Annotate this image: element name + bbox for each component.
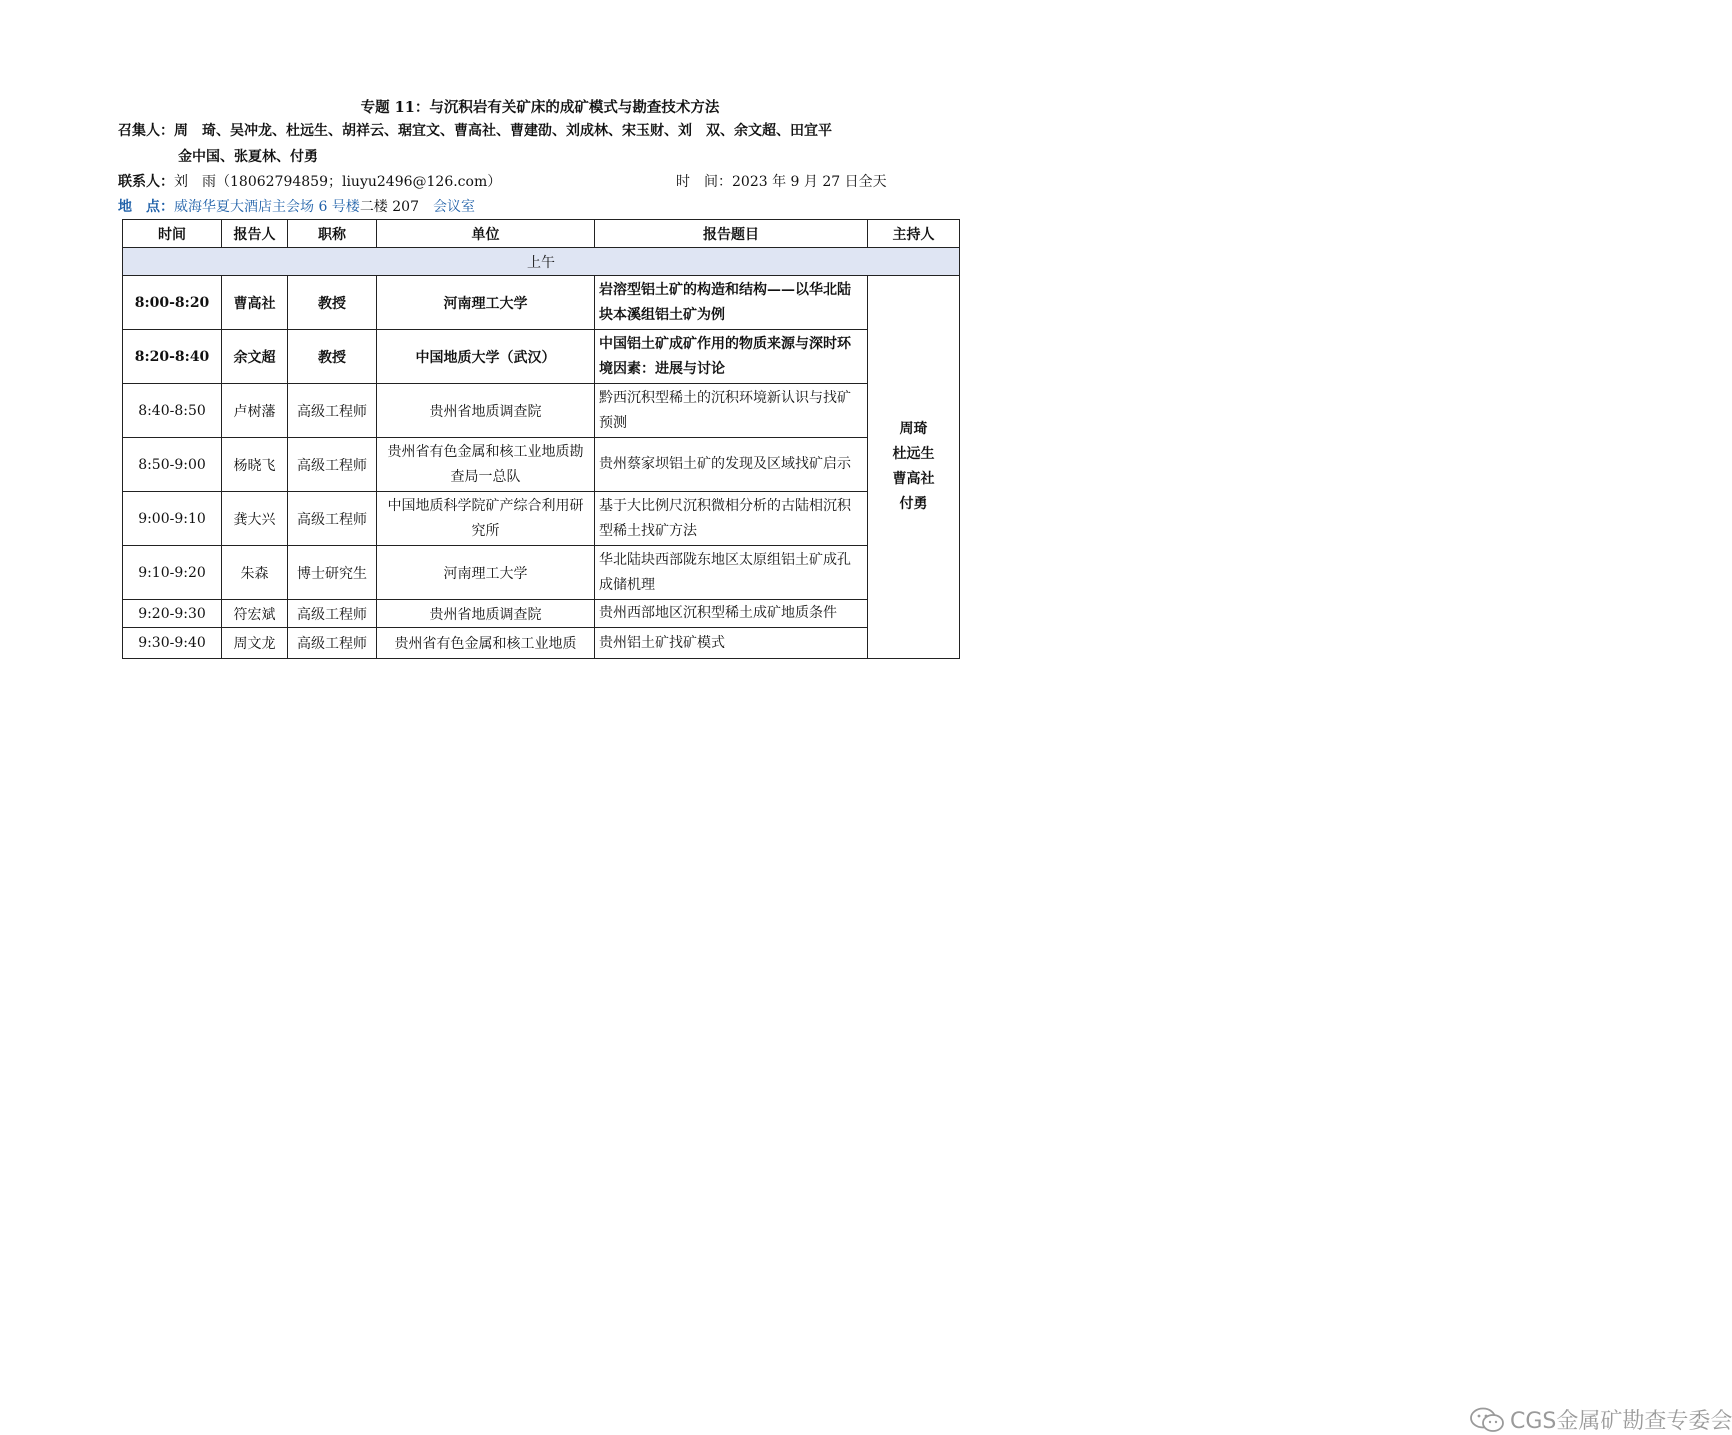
row-unit: 贵州省地质调查院 [377,600,595,628]
header-host: 主持人 [868,220,960,248]
schedule-table [122,219,960,659]
row-speaker: 龚大兴 [222,492,288,546]
watermark-text: CGS金属矿勘查专委会 [1510,1409,1732,1434]
row-topic: 基于大比例尺沉积微相分析的古陆相沉积型稀土找矿方法 [595,492,868,546]
row-speaker: 卢树藩 [222,384,288,438]
header-topic: 报告题目 [595,220,868,248]
contact-label: 联系人： [118,174,174,190]
venue-part3: 会议室 [432,199,475,215]
row-speaker: 余文超 [222,330,288,384]
header-title: 职称 [288,220,377,248]
row-time: 9:20-9:30 [123,600,222,628]
table-row [123,384,960,438]
host-name: 杜远生 [892,446,935,462]
row-speaker: 杨晓飞 [222,438,288,492]
venue-label: 地 点： [118,199,174,215]
conveners-line [118,120,832,140]
time-line [676,171,887,191]
row-time: 8:40-8:50 [123,384,222,438]
page-title: 专题 11：与沉积岩有关矿床的成矿模式与勘查技术方法 [360,99,720,116]
row-topic: 华北陆块西部陇东地区太原组铝土矿成孔成储机理 [595,546,868,600]
table-row [123,546,960,600]
table-row [123,276,960,330]
table-header-row [123,220,960,248]
segment-row [123,248,960,276]
row-topic: 贵州蔡家坝铝土矿的发现及区域找矿启示 [595,438,868,492]
row-topic: 贵州铝土矿找矿模式 [595,628,868,659]
row-title: 教授 [288,330,377,384]
row-speaker: 符宏斌 [222,600,288,628]
table-row [123,330,960,384]
venue-part2: 二楼 207 [359,199,419,215]
row-time: 8:20-8:40 [123,330,222,384]
header-time: 时间 [123,220,222,248]
header-unit: 单位 [377,220,595,248]
row-unit: 贵州省有色金属和核工业地质勘查局一总队 [377,438,595,492]
conveners-label: 召集人： [118,123,174,139]
venue-line [118,196,475,216]
wechat-icon [1468,1406,1506,1434]
row-time: 9:00-9:10 [123,492,222,546]
time-value: 2023 年 9 月 27 日全天 [732,174,887,190]
row-time: 8:00-8:20 [123,276,222,330]
conveners-names: 周 琦、吴冲龙、杜远生、胡祥云、琚宜文、曹高社、曹建劭、刘成林、宋玉财、刘 双、余文超、田宜平 [174,123,832,139]
row-title: 教授 [288,276,377,330]
row-unit: 中国地质大学（武汉） [377,330,595,384]
row-speaker: 朱森 [222,546,288,600]
row-topic: 贵州西部地区沉积型稀土成矿地质条件 [595,600,868,628]
host-name: 周琦 [899,421,928,437]
host-name: 曹高社 [892,471,935,487]
row-title: 高级工程师 [288,600,377,628]
row-time: 9:10-9:20 [123,546,222,600]
row-title: 高级工程师 [288,384,377,438]
table-row [123,600,960,628]
row-title: 高级工程师 [288,438,377,492]
host-name: 付勇 [899,496,928,512]
time-label: 时 间： [676,174,732,190]
host-cell [868,276,960,659]
venue-part1: 威海华夏大酒店主会场 6 号楼 [174,199,360,215]
segment-label: 上午 [123,248,960,276]
row-title: 高级工程师 [288,492,377,546]
table-row [123,492,960,546]
contact-value: 刘 雨（18062794859；liuyu2496@126.com） [174,174,502,190]
row-time: 9:30-9:40 [123,628,222,659]
row-title: 高级工程师 [288,628,377,659]
row-topic: 岩溶型铝土矿的构造和结构——以华北陆块本溪组铝土矿为例 [595,276,868,330]
contact-line [118,171,501,191]
row-unit: 河南理工大学 [377,546,595,600]
table-row [123,438,960,492]
conveners-names-continued: 金中国、张夏林、付勇 [178,149,318,165]
row-unit: 贵州省地质调查院 [377,384,595,438]
row-unit: 河南理工大学 [377,276,595,330]
row-title: 博士研究生 [288,546,377,600]
table-row [123,628,960,659]
row-time: 8:50-9:00 [123,438,222,492]
row-topic: 黔西沉积型稀土的沉积环境新认识与找矿预测 [595,384,868,438]
header-speaker: 报告人 [222,220,288,248]
row-unit: 贵州省有色金属和核工业地质 [377,628,595,659]
row-unit: 中国地质科学院矿产综合利用研究所 [377,492,595,546]
row-speaker: 周文龙 [222,628,288,659]
row-topic: 中国铝土矿成矿作用的物质来源与深时环境因素：进展与讨论 [595,330,868,384]
row-speaker: 曹高社 [222,276,288,330]
